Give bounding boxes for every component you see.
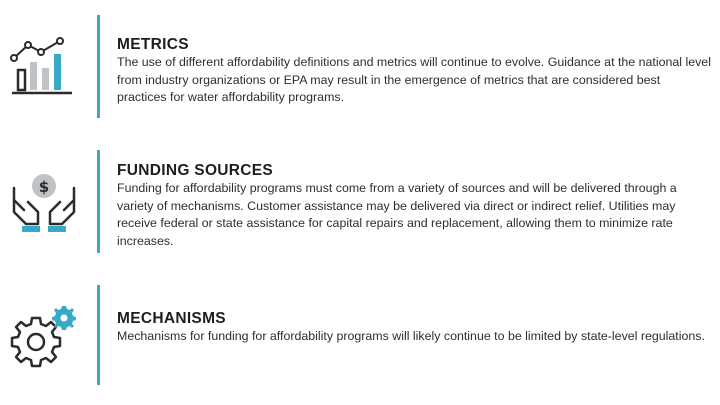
- metrics-section: [0, 0, 720, 125]
- section-divider: [97, 150, 100, 253]
- section-divider: [97, 15, 100, 118]
- section-body: The use of different affordability definitions and metrics will continue to evolve. Guidance at the national level from industry organizations or EPA may result in the emergence of metrics that are considered best practices for water affordability programs.: [117, 55, 711, 104]
- svg-text:$: $: [38, 178, 50, 196]
- section-body: Funding for affordability programs must come from a variety of sources and will be delivered through a variety of mechanisms. Customer assistance may be delivered via direct or indirect relief. Utilities may receive federal or state assistance for capital repairs and replacement, allowing them to minimize rate increases.: [117, 181, 677, 248]
- section-body: Mechanisms for funding for affordability programs will likely continue to be limited by state-level regulations.: [117, 329, 705, 343]
- mechanisms-text: [117, 310, 713, 346]
- section-title: METRICS: [117, 36, 189, 53]
- mechanisms-section: [0, 280, 720, 405]
- section-divider: [97, 285, 100, 385]
- hands-holding-coin-icon: [8, 170, 88, 250]
- funding-sources-text: [117, 162, 713, 250]
- gears-icon: [8, 304, 88, 384]
- section-title: FUNDING SOURCES: [117, 162, 274, 179]
- section-title: MECHANISMS: [117, 310, 226, 327]
- metrics-text: [117, 36, 713, 107]
- funding-sources-section: [0, 140, 720, 265]
- bar-chart-trend-icon: [8, 36, 88, 116]
